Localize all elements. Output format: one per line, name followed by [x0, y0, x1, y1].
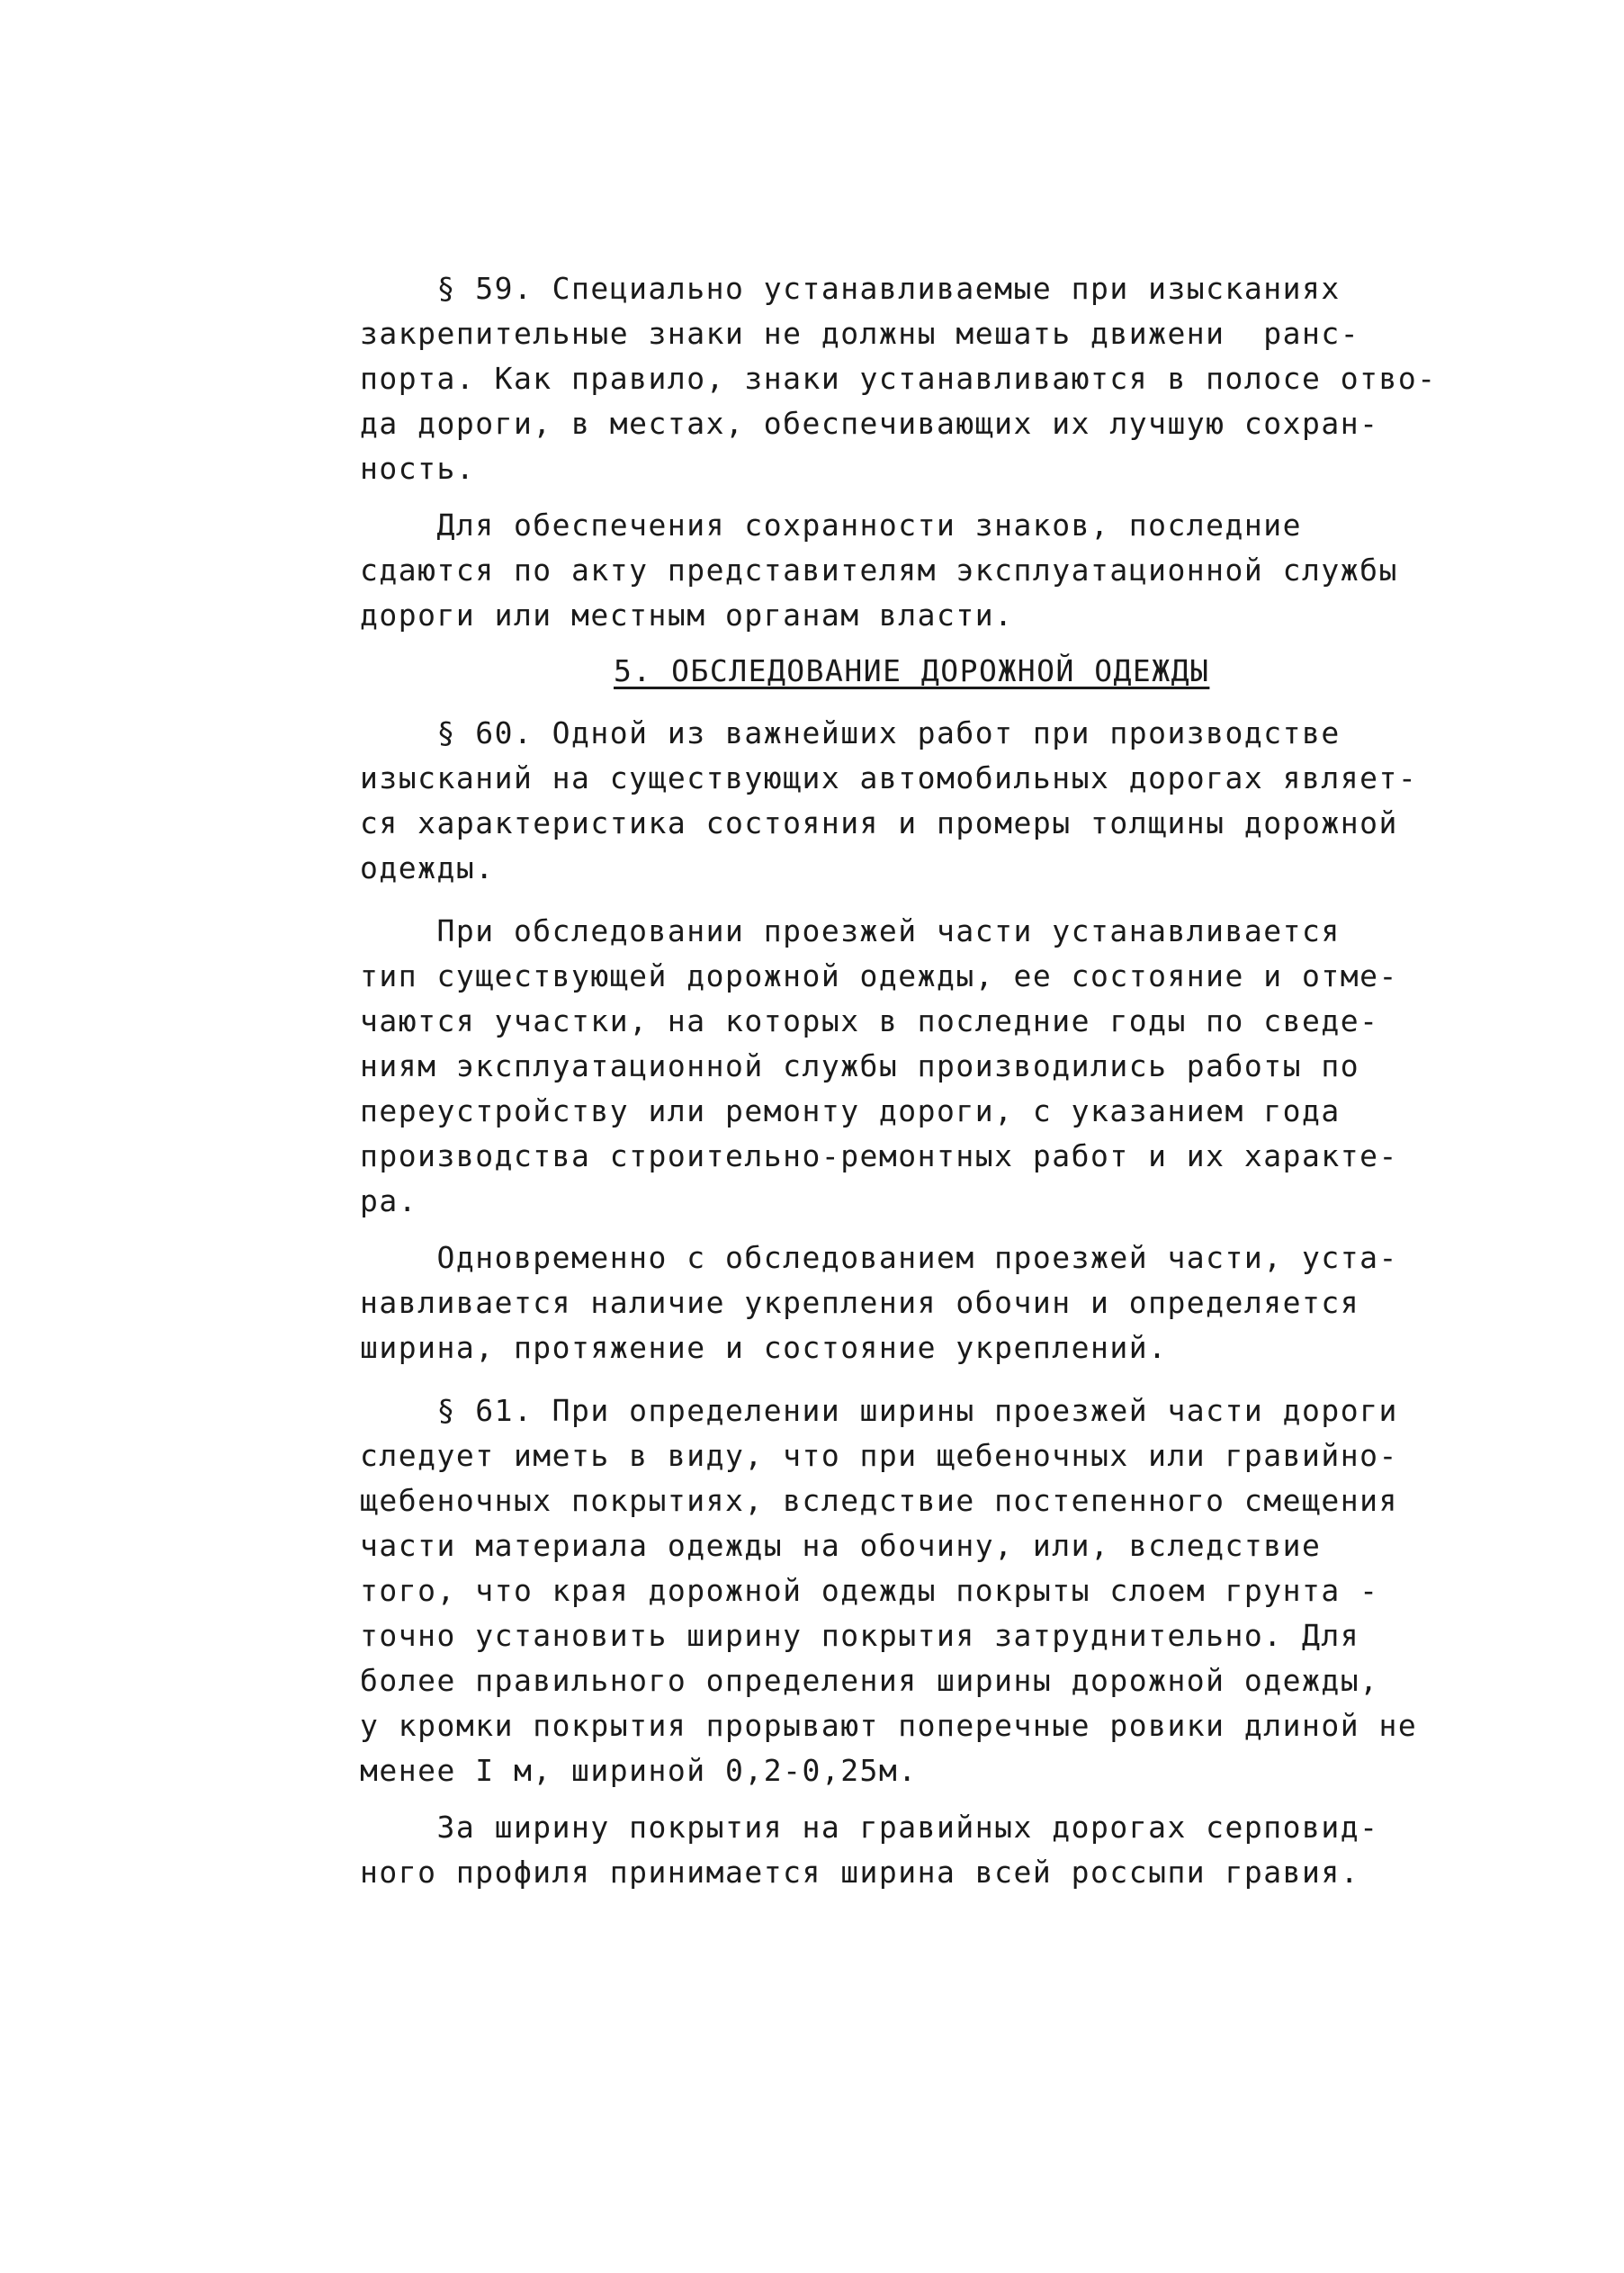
text-line: § 61. При определении ширины проезжей части дороги [360, 1393, 1398, 1428]
text-line: ся характеристика состояния и промеры толщины дорожной [360, 805, 1398, 840]
text-line: дороги или местным органам власти. [360, 597, 1014, 633]
text-line: да дороги, в местах, обеспечивающих их лучшую сохран- [360, 406, 1379, 441]
text-line: порта. Как правило, знаки устанавливаются в полосе отво- [360, 361, 1437, 396]
text-line: Одновременно с обследованием проезжей части, уста- [360, 1240, 1398, 1275]
text-line: того, что края дорожной одежды покрыты слоем грунта - [360, 1573, 1379, 1608]
text-line: менее I м, шириной 0,2-0,25м. [360, 1753, 918, 1788]
text-line: переустройству или ремонту дороги, с указанием года [360, 1093, 1341, 1128]
text-line: части материала одежды на обочину, или, вследствие [360, 1528, 1322, 1563]
text-line: изысканий на существующих автомобильных дорогах являет- [360, 760, 1418, 795]
text-line: закрепительные знаки не должны мешать движени ранс- [360, 316, 1360, 351]
text-line: навливается наличие укрепления обочин и определяется [360, 1285, 1360, 1320]
text-line: следует иметь в виду, что при щебеночных или гравийно- [360, 1438, 1398, 1473]
text-line: сдаются по акту представителям эксплуатационной службы [360, 553, 1398, 588]
text-line: одежды. [360, 850, 495, 885]
text-line: ра. [360, 1183, 418, 1218]
text-line: За ширину покрытия на гравийных дорогах серповид- [360, 1810, 1379, 1845]
text-line: чаются участки, на которых в последние годы по сведе- [360, 1003, 1379, 1038]
text-line: щебеночных покрытиях, вследствие постепенного смещения [360, 1483, 1398, 1518]
text-line: производства строительно-ремонтных работ и их характе- [360, 1138, 1398, 1173]
text-line: При обследовании проезжей части устанавливается [360, 913, 1341, 948]
text-line: § 60. Одной из важнейших работ при производстве [360, 715, 1341, 750]
text-line: ность. [360, 451, 476, 486]
text-line: ного профиля принимается ширина всей россыпи гравия. [360, 1855, 1360, 1890]
text-line: более правильного определения ширины дорожной одежды, [360, 1663, 1379, 1698]
text-line: тип существующей дорожной одежды, ее состояние и отме- [360, 958, 1398, 993]
text-line: Для обеспечения сохранности знаков, последние [360, 508, 1303, 543]
text-line: у кромки покрытия прорывают поперечные ровики длиной не [360, 1708, 1418, 1743]
text-line: ниям эксплуатационной службы производились работы по [360, 1048, 1360, 1083]
section-heading: 5. ОБСЛЕДОВАНИЕ ДОРОЖНОЙ ОДЕЖДЫ [614, 653, 1210, 688]
text-line: точно установить ширину покрытия затруднительно. Для [360, 1618, 1360, 1653]
text-line: ширина, протяжение и состояние укреплений. [360, 1330, 1168, 1365]
text-line: § 59. Специально устанавливаемые при изысканиях [360, 271, 1341, 306]
